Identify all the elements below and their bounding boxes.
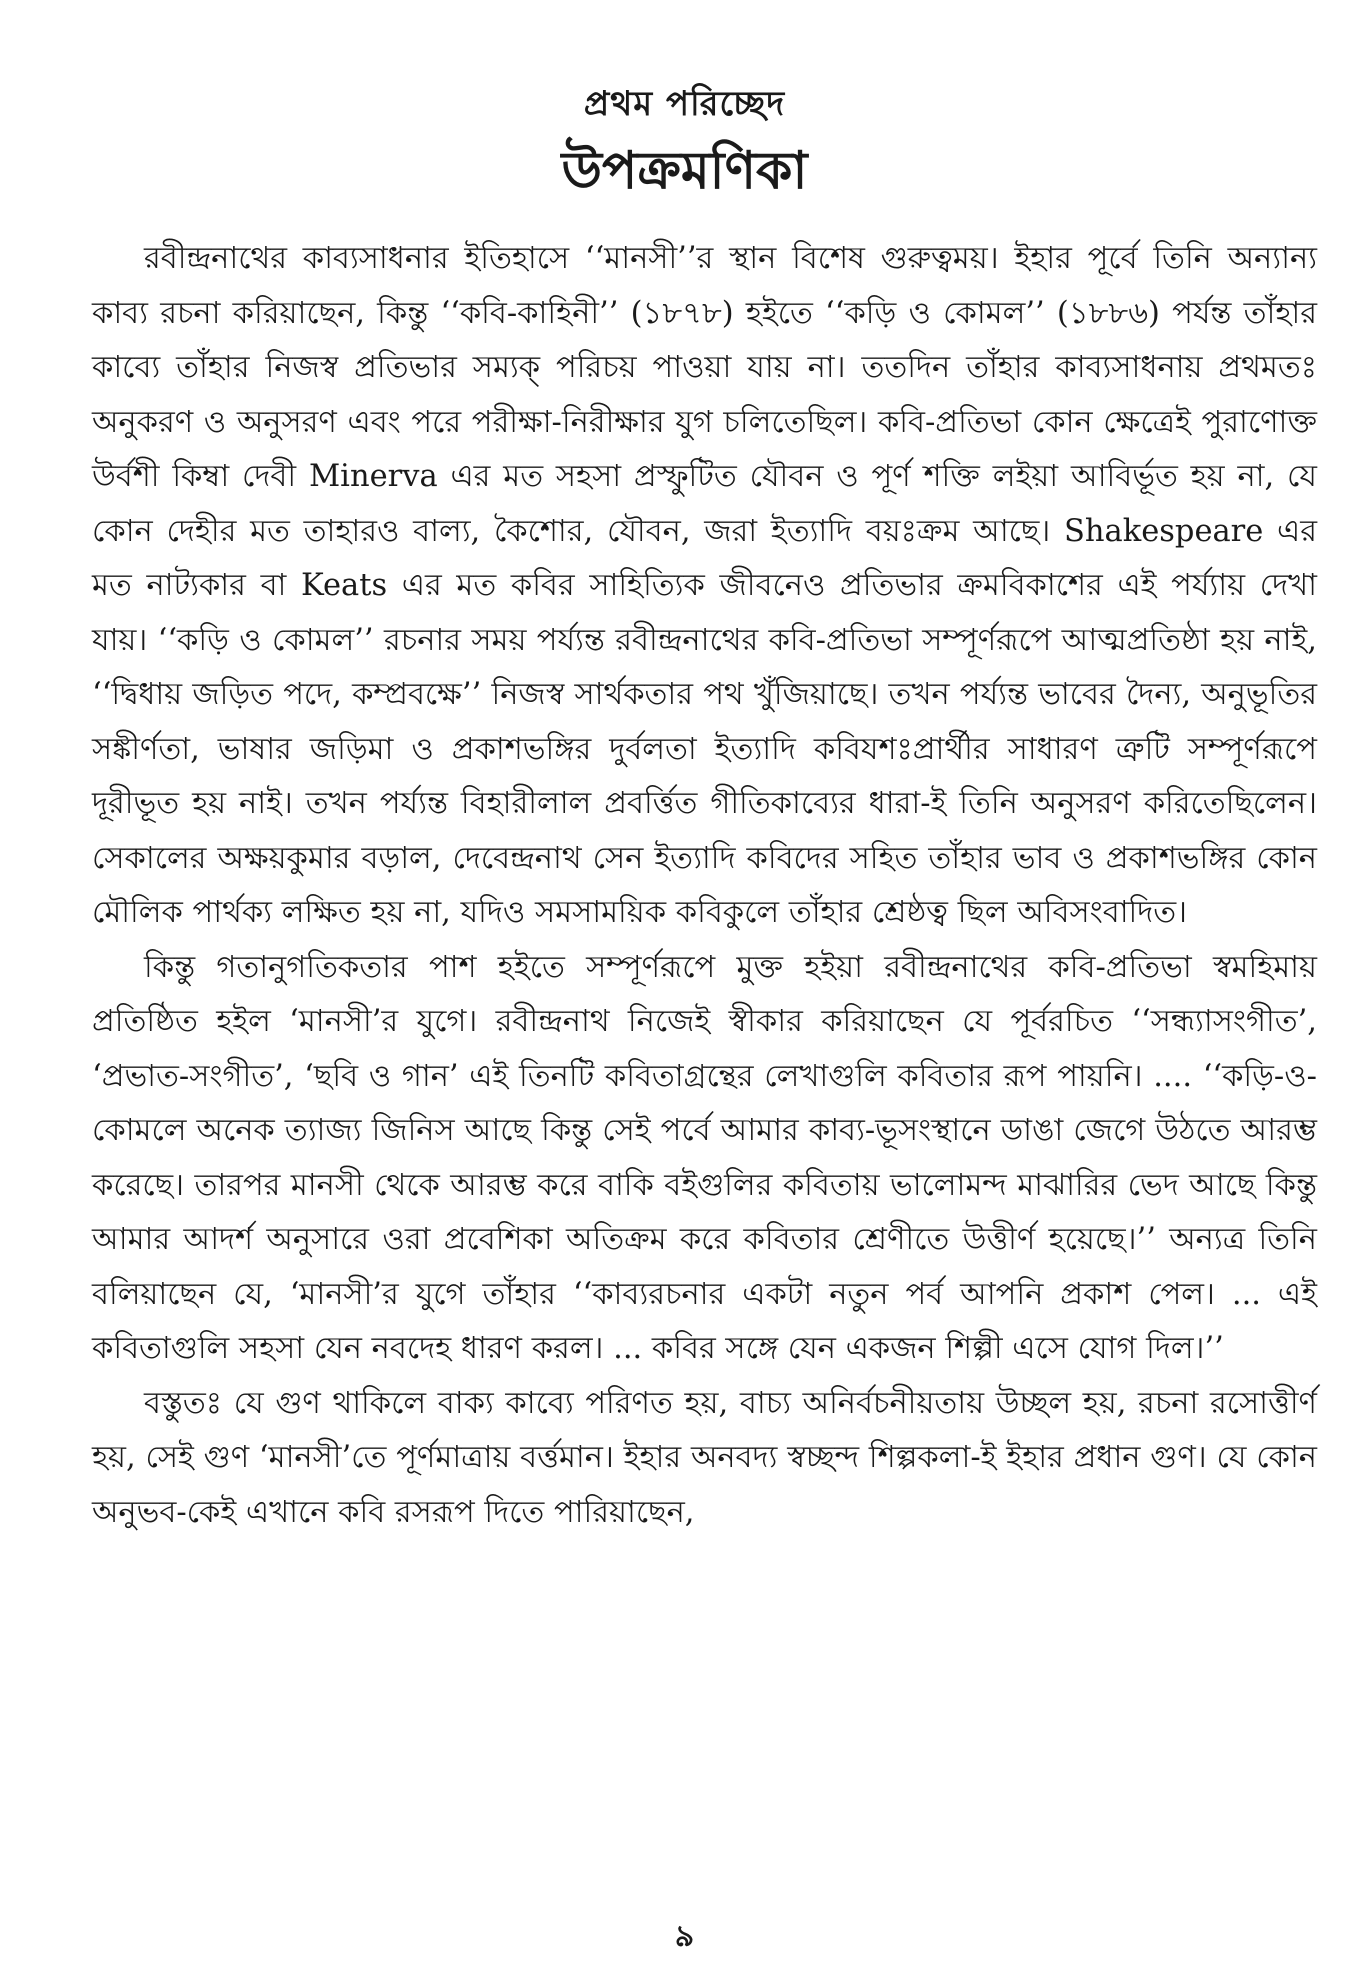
chapter-label: প্রথম পরিচ্ছেদ: [583, 84, 786, 124]
chapter-title: উপক্রমণিকা: [561, 140, 808, 201]
paragraph-3: বস্তুতঃ যে গুণ থাকিলে বাক্য কাব্যে পরিণত হয়, বাচ্য অনির্বচনীয়তায় উচ্ছল হয়, রচনা রসোত্তীর্ণ হয়, সেই গুণ ‘মানসী’তে পূর্ণমাত্রায় বর্ত্তমান। ইহার অনবদ্য স্বচ্ছন্দ শিল্পকলা-ই ইহার প্রধান গুণ। যে কোন অনুভব-কেই এখানে কবি রসরূপ দিতে পারিয়াছেন,: [92, 1385, 1317, 1530]
paragraph-2: কিন্তু গতানুগতিকতার পাশ হইতে সম্পূর্ণরূপে মুক্ত হইয়া রবীন্দ্রনাথের কবি-প্রতিভা স্বমহিমায় প্রতিষ্ঠিত হইল ‘মানসী’র যুগে। রবীন্দ্রনাথ নিজেই স্বীকার করিয়াছেন যে পূর্বরচিত ‘‘সন্ধ্যাসংগীত’, ‘প্রভাত-সংগীত’, ‘ছবি ও গান’ এই তিনটি কবিতাগ্রন্থের লেখাগুলি কবিতার রূপ পায়নি। .... ‘‘কড়ি-ও-কোমলে অনেক ত্যাজ্য জিনিস আছে কিন্তু সেই পর্বে আমার কাব্য-ভূসংস্থানে ডাঙা জেগে উঠতে আরম্ভ করেছে। তারপর মানসী থেকে আরম্ভ করে বাকি বইগুলির কবিতায় ভালোমন্দ মাঝারির ভেদ আছে কিন্তু আমার আদর্শ অনুসারে ওরা প্রবেশিকা অতিক্রম করে কবিতার শ্রেণীতে উত্তীর্ণ হয়েছে।’’ অন্যত্র তিনি বলিয়াছেন যে, ‘মানসী’র যুগে তাঁহার ‘‘কাব্যরচনার একটা নতুন পর্ব আপনি প্রকাশ পেল। ... এই কবিতাগুলি সহসা যেন নবদেহ ধারণ করল। ... কবির সঙ্গে যেন একজন শিল্পী এসে যোগ দিল।’’: [92, 949, 1317, 1366]
page-number: ৯: [674, 1919, 695, 1954]
paragraph-1: রবীন্দ্রনাথের কাব্যসাধনার ইতিহাসে ‘‘মানসী’’র স্থান বিশেষ গুরুত্বময়। ইহার পূর্বে তিনি অন্যান্য কাব্য রচনা করিয়াছেন, কিন্তু ‘‘কবি-কাহিনী’’ (১৮৭৮) হইতে ‘‘কড়ি ও কোমল’’ (১৮৮৬) পর্যন্ত তাঁহার কাব্যে তাঁহার নিজস্ব প্রতিভার সম্যক্ পরিচয় পাওয়া যায় না। ততদিন তাঁহার কাব্যসাধনায় প্রথমতঃ অনুকরণ ও অনুসরণ এবং পরে পরীক্ষা-নিরীক্ষার যুগ চলিতেছিল। কবি-প্রতিভা কোন ক্ষেত্রেই পুরাণোক্ত উর্বশী কিম্বা দেবী Minerva এর মত সহসা প্রস্ফুটিত যৌবন ও পূর্ণ শক্তি লইয়া আবির্ভূত হয় না, যে কোন দেহীর মত তাহারও বাল্য, কৈশোর, যৌবন, জরা ইত্যাদি বয়ঃক্রম আছে। Shakespeare এর মত নাট্যকার বা Keats এর মত কবির সাহিত্যিক জীবনেও প্রতিভার ক্রমবিকাশের এই পর্য্যায় দেখা যায়। ‘‘কড়ি ও কোমল’’ রচনার সময় পর্য্যন্ত রবীন্দ্রনাথের কবি-প্রতিভা সম্পূর্ণরূপে আত্মপ্রতিষ্ঠা হয় নাই, ‘‘দ্বিধায় জড়িত পদে, কম্প্রবক্ষে’’ নিজস্ব সার্থকতার পথ খুঁজিয়াছে। তখন পর্য্যন্ত ভাবের দৈন্য, অনুভূতির সঙ্কীর্ণতা, ভাষার জড়িমা ও প্রকাশভঙ্গির দুর্বলতা ইত্যাদি কবিযশঃপ্রার্থীর সাধারণ ত্রুটি সম্পূর্ণরূপে দূরীভূত হয় নাই। তখন পর্য্যন্ত বিহারীলাল প্রবর্ত্তিত গীতিকাব্যের ধারা-ই তিনি অনুসরণ করিতেছিলেন। সেকালের অক্ষয়কুমার বড়াল, দেবেন্দ্রনাথ সেন ইত্যাদি কবিদের সহিত তাঁহার ভাব ও প্রকাশভঙ্গির কোন মৌলিক পার্থক্য লক্ষিত হয় না, যদিও সমসাময়িক কবিকুলে তাঁহার শ্রেষ্ঠত্ব ছিল অবিসংবাদিত।: [92, 241, 1317, 930]
body-text: [92, 232, 1317, 1540]
